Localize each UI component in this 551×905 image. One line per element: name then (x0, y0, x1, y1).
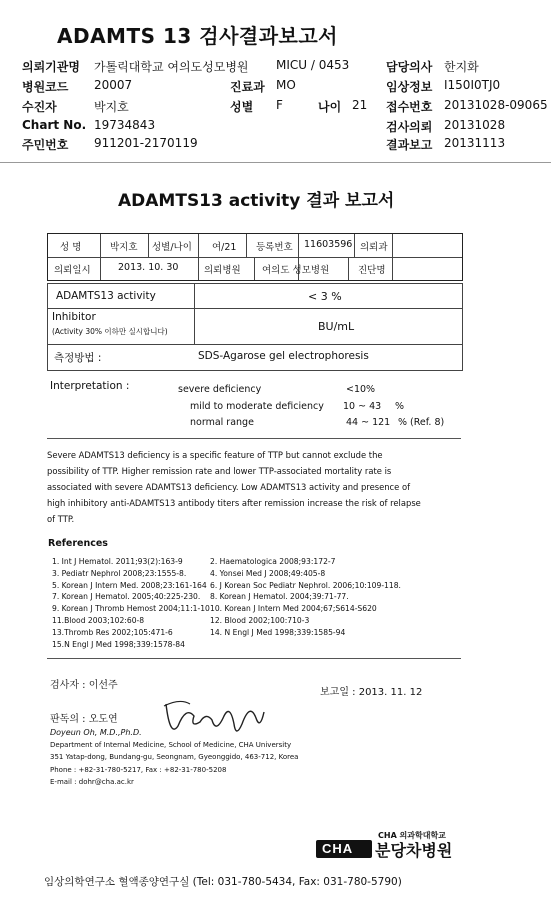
header-value-chart-no: 19734843 (94, 118, 156, 132)
doctor-contact-line: Department of Internal Medicine, School of Medicine, CHA University (50, 740, 292, 749)
header-label-resident-no: 주민번호 (22, 138, 69, 152)
reference-item: 10. Korean J Intern Med 2004;67;S614-S620 (210, 604, 377, 614)
signature-image (160, 694, 270, 742)
hosp-value: 여의도 성모병원 (262, 265, 330, 276)
header-value-report-date: 20131113 (444, 136, 506, 150)
doctor-contact-line: 351 Yatap-dong, Bundang-gu, Seongnam, Gyeonggido, 463-712, Korea (50, 753, 299, 761)
paragraph-line: associated with severe ADAMTS13 deficiency. Low ADAMTS13 activity and presence of (47, 482, 411, 492)
reference-item: 8. Korean J Hematol. 2004;39:71-77. (210, 592, 349, 602)
header-value-department: MO (276, 78, 296, 92)
header-label-patient: 수진자 (22, 100, 57, 114)
paragraph-line: high inhibitory anti-ADAMTS13 antibody titers after remission increase the risk of relapse (47, 498, 421, 508)
reference-item: 9. Korean J Thromb Hemost 2004;11:1-10 (52, 604, 210, 614)
paragraph-line: of TTP. (47, 514, 75, 524)
header-value-receipt-no: 20131028-09065 (444, 98, 548, 112)
result-inhibitor-label: Inhibitor (52, 311, 96, 323)
header-label-request-date: 검사의뢰 (386, 120, 433, 134)
report-date: 보고일 : 2013. 11. 12 (320, 687, 423, 698)
interp-mild-name: mild to moderate deficiency (190, 401, 324, 412)
header-label-clinical-info: 임상정보 (386, 80, 433, 94)
dept-label: 의뢰과 (360, 242, 388, 253)
result-inhibitor-sublabel: (Activity 30% 이하만 실시합니다) (52, 327, 168, 336)
result-method-label: 측정방법 : (54, 352, 102, 364)
section-divider (47, 658, 461, 659)
header-value-hospital-code: 20007 (94, 78, 133, 92)
header-value-resident-no: 911201-2170119 (94, 136, 198, 150)
reference-item: 12. Blood 2002;100:710-3 (210, 616, 310, 625)
header-label-sex: 성별 (230, 100, 254, 114)
interp-mild-ref: % (395, 401, 405, 412)
paragraph-line: possibility of TTP. Higher remission rate and lower TTP-associated mortality rate is (47, 466, 392, 476)
header-value-sex: F (276, 98, 283, 112)
header-label-age: 나이 (318, 100, 342, 114)
reference-item: 5. Korean J Intern Med. 2008;23:161-164 (52, 580, 207, 590)
header-value-institution: 가톨릭대학교 여의도성모병원 (94, 60, 249, 74)
result-method-value: SDS-Agarose gel electrophoresis (198, 350, 369, 362)
sexage-value: 여/21 (212, 242, 237, 253)
doctor-contact-line: Phone : +82-31-780-5217, Fax : +82-31-780-5208 (50, 765, 227, 774)
paragraph-line: Severe ADAMTS13 deficiency is a specific feature of TTP but cannot exclude the (47, 450, 383, 460)
report-title: ADAMTS 13 검사결과보고서 (57, 24, 339, 48)
interp-mild-range: 10 ~ 43 (343, 401, 382, 412)
interpretation-label: Interpretation : (50, 380, 130, 392)
reference-item: 4. Yonsei Med J 2008;49:405-8 (210, 568, 326, 578)
doctor-contact-line: E-mail : dohr@cha.ac.kr (50, 778, 134, 786)
scan-title: ADAMTS13 activity 결과 보고서 (118, 191, 395, 211)
reference-item: 2. Haematologica 2008;93:172-7 (210, 557, 336, 566)
regno-value: 11603596 (304, 239, 353, 250)
section-divider (47, 438, 461, 439)
date-label: 의뢰일시 (54, 265, 91, 276)
reference-item: 15.N Engl J Med 1998;339:1578-84 (52, 639, 185, 649)
interp-normal-range: 44 ~ 121 (346, 417, 391, 428)
header-label-doctor: 담당의사 (386, 60, 433, 74)
doctor-name: Doyeun Oh, M.D.,Ph.D. (50, 728, 142, 737)
name-value: 박지호 (110, 242, 138, 253)
header-label-institution: 의뢰기관명 (22, 60, 80, 74)
hospital-small-name: CHA 의과학대학교 (378, 831, 446, 840)
header-value-patient: 박지호 (94, 100, 129, 114)
footer: 임상의학연구소 혈액종양연구실 (Tel: 031-780-5434, Fax: 031-780-5790) (44, 876, 402, 888)
header-label-receipt-no: 접수번호 (386, 100, 433, 114)
header-label-report-date: 결과보고 (386, 138, 433, 152)
reference-item: 3. Pediatr Nephrol 2008;23:1555-8. (52, 568, 187, 578)
interp-severe-name: severe deficiency (178, 384, 262, 395)
interp-normal-ref: % (Ref. 8) (398, 417, 445, 428)
header-value-request-date: 20131028 (444, 118, 506, 132)
header-value-age: 21 (352, 98, 368, 112)
hosp-label: 의뢰병원 (204, 265, 241, 276)
references-title: References (48, 538, 108, 549)
reference-item: 11.Blood 2003;102:60-8 (52, 616, 145, 625)
header-value-doctor: 한지화 (444, 60, 479, 74)
tester: 검사자 : 이선주 (50, 680, 118, 691)
result-activity-label: ADAMTS13 activity (56, 290, 156, 302)
sexage-label: 성별/나이 (152, 242, 192, 253)
header-label-department: 진료과 (230, 80, 265, 94)
header-divider (0, 162, 551, 163)
header-label-hospital-code: 병원코드 (22, 80, 69, 94)
header-value-ward: MICU / 0453 (276, 58, 350, 72)
diag-label: 진단명 (358, 265, 386, 276)
reference-item: 14. N Engl J Med 1998;339:1585-94 (210, 627, 346, 637)
result-table (47, 283, 463, 371)
header-label-chart-no: Chart No. (22, 118, 87, 132)
reader: 판독의 : 오도연 (50, 714, 118, 725)
hospital-name: 분당차병원 (375, 841, 453, 860)
cha-logo-text: CHA (322, 841, 354, 856)
date-value: 2013. 10. 30 (118, 262, 179, 273)
cha-logo (316, 840, 372, 858)
result-activity-value: < 3 % (308, 290, 342, 303)
reference-item: 13.Thromb Res 2002;105:471-6 (52, 627, 173, 637)
result-inhibitor-value: BU/mL (318, 320, 355, 333)
name-label: 성 명 (60, 242, 82, 253)
interp-normal-name: normal range (190, 417, 254, 428)
reference-item: 1. Int J Hematol. 2011;93(2):163-9 (52, 557, 183, 566)
reference-item: 6. J Korean Soc Pediatr Nephrol. 2006;10:109-118. (210, 580, 401, 590)
regno-label: 등록번호 (256, 242, 293, 253)
header-value-clinical-info: I150I0TJ0 (444, 78, 501, 92)
reference-item: 7. Korean J Hematol. 2005;40:225-230. (52, 592, 201, 602)
interp-severe-range: <10% (346, 384, 376, 395)
patient-info-table (47, 233, 463, 281)
